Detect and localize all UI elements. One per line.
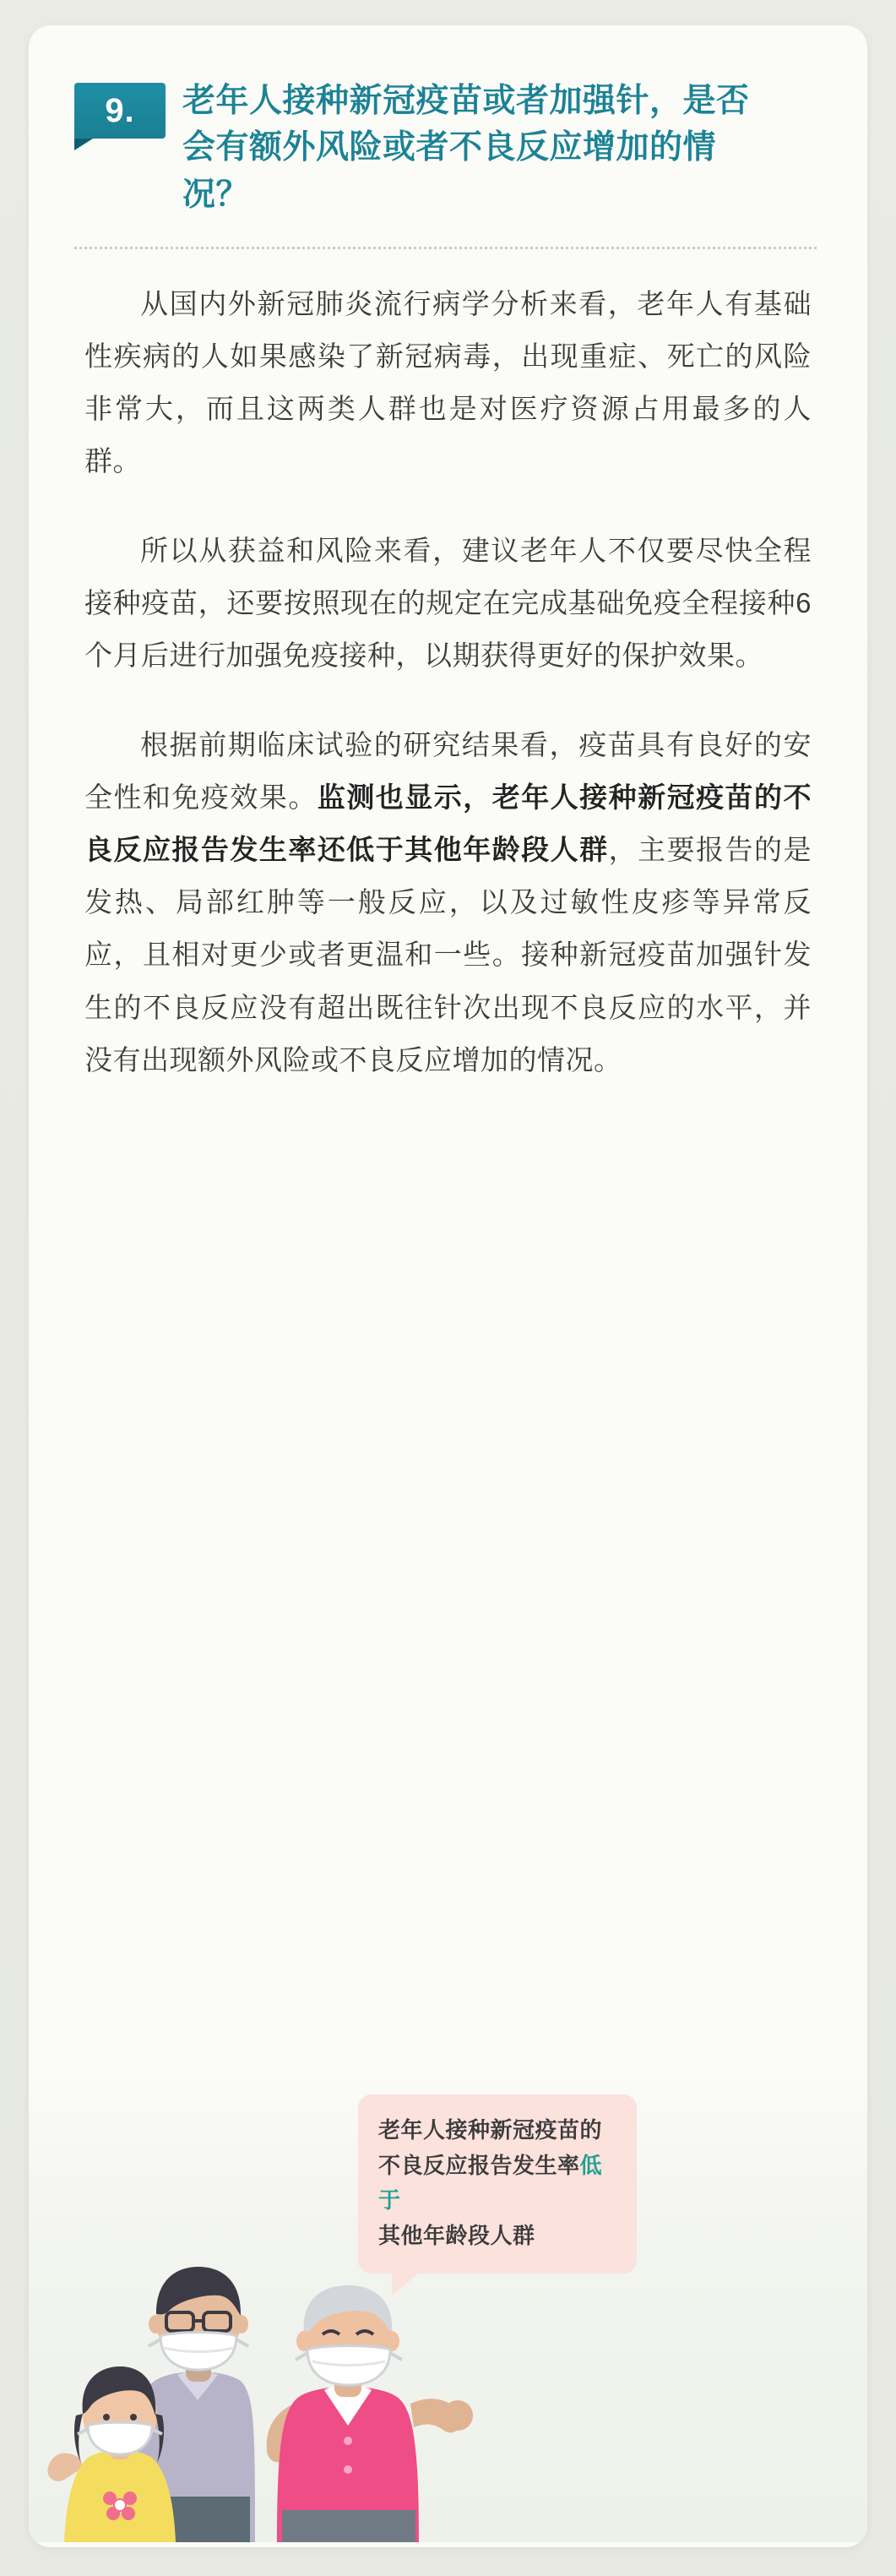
face-mask-icon [296, 2346, 402, 2386]
infographic-card [29, 25, 867, 2547]
paragraph-3-part-2: ，主要报告的是发热、局部红肿等一般反应，以及过敏性皮疹等异常反应，且相对更少或者更温和一些。接种新冠疫苗加强针发生的不良反应没有超出既往针次出现不良反应的水平，并没有出现额外风险或不良反应增加的情况。 [84, 834, 812, 1076]
bubble-line-3: 其他年龄段人群 [378, 2222, 535, 2248]
badge-tail-icon [74, 139, 93, 150]
bubble-highlight: 低于 [378, 2152, 603, 2214]
paragraph-3-bold: 监测也显示，老年人接种新冠疫苗的不良反应报告发生率还低于其他年龄段人群 [84, 782, 812, 866]
card-header [29, 25, 867, 218]
bubble-line-1: 老年人接种新冠疫苗的 [378, 2117, 603, 2143]
illustration-area [29, 2069, 867, 2542]
bubble-line-2a: 不良反应报告发生率 [378, 2152, 580, 2178]
paragraph-3-part-1: 根据前期临床试验的研究结果看，疫苗具有良好的安全性和免疫效果。 [84, 729, 812, 814]
face-mask-icon [149, 2333, 248, 2371]
footer-spacer [29, 2542, 867, 2547]
paragraph-2: 所以从获益和风险来看，建议老年人不仅要尽快全程接种疫苗，还要按照现在的规定在完成基础免疫全程接种6个月后进行加强免疫接种，以期获得更好的保护效果。 [84, 535, 812, 672]
page-title: 老年人接种新冠疫苗或者加强针，是否会有额外风险或者不良反应增加的情况？ [182, 83, 750, 213]
family-illustration [29, 2179, 867, 2542]
question-number-badge [74, 83, 166, 149]
elderly-man-figure [267, 2285, 473, 2542]
paragraph-1: 从国内外新冠肺炎流行病学分析来看，老年人有基础性疾病的人如果感染了新冠病毒，出现重症、死亡的风险非常大，而且这两类人群也是对医疗资源占用最多的人群。 [84, 288, 812, 477]
card-content [29, 249, 867, 2061]
question-number: 9. [105, 91, 135, 129]
paragraph-3 [84, 719, 812, 1086]
